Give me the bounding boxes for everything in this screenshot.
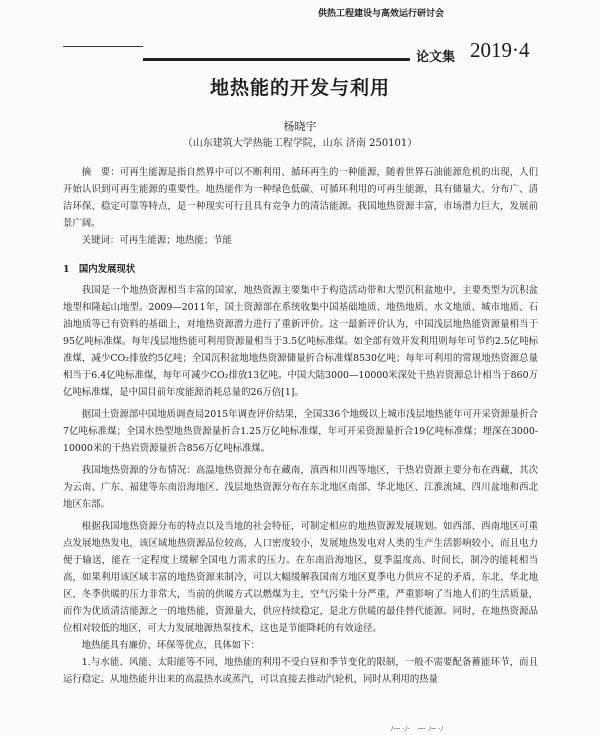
body-paragraph: 根据我国地热资源分布的特点以及当地的社会特征，可制定相应的地热资源发展规划。如西部、西南地区可重点发展地热发电，该区域地热资源品位较高，人口密度较小，发展地热发电对人类的生产生活影响较小，而且电力便于输送，能在一定程度上缓解全国电力需求的压力。在东南沿海地区，夏季温度高、时间长，制冷的能耗相当高，如果利用该区域丰富的地热资源来制冷，可以大幅缓解我国南方地区夏季电力供应不足的矛盾，东北、华北地区，冬季供暖的压力非常大，当前的供暖方式以燃煤为主，空气污染十分严重，严重影响了当地人们的生活质量，而作为优质清洁能源之一的地热能，资源量大，供应持续稳定，是北方供暖的最佳替代能源。同时，在地热资源品位相对较低的地区，可大力发展地源热泵技术，这也是节能降耗的有效途径。	[63, 521, 538, 634]
abstract-text: 可再生能源是指自然界中可以不断利用、循环再生的一种能源，随着世界石油能源危机的出现，人们开始认识到可再生能源的重要性。地热能作为一种绿色低碳、可循环利用的可再生能源，具有储量大、分布广、清洁环保、稳定可靠等特点，是一种现实可行且具有竞争力的清洁能源。我国地热资源丰富，市场潜力巨大，发展前景广阔。	[63, 167, 538, 229]
header-rule-thin	[63, 46, 143, 47]
abstract	[63, 164, 538, 232]
section-heading: 1 国内发展现状	[63, 264, 136, 275]
keywords	[63, 232, 538, 249]
body-paragraph: 地热能具有廉价、环保等优点，具体如下：	[81, 640, 260, 651]
header-rule-main	[143, 58, 410, 61]
paper-affiliation: （山东建筑大学热能工程学院，山东 济南 250101）	[182, 138, 418, 149]
paper-title: 地热能的开发与利用	[209, 77, 390, 99]
body-paragraph: 1.与水能、风能、太阳能等不同，地热能的利用不受白昼和季节变化的限制，一般不需要配备蓄能环节，而且运行稳定。从地热能井出来的高温热水或蒸汽，可以直接去推动汽轮机，同时从利用的热量	[63, 657, 538, 685]
keywords-label: 关键词：	[81, 235, 120, 246]
keywords-text: 可再生能源；地热能；节能	[119, 235, 232, 246]
body-paragraph: 我国是一个地热资源相当丰富的国家，地热资源主要集中于构造活动带和大型沉积盆地中，主要类型为沉积盆地型和隆起山地型。2009—2011年，国土资源部在系统收集中国基础地质、地热地质、水文地质、城市地质、石油地质等已有资料的基础上，对地热资源潜力进行了重新评价。这一最新评价认为，中国浅层地热能资源量相当于95亿吨标准煤。每年浅层地热能可利用资源量相当于3.5亿吨标准煤。如全部有效开发利用则每年可节约2.5亿吨标准煤，减少CO₂排放约5亿吨；全国沉积盆地地热资源储量折合标准煤8530亿吨；每年可利用的常规地热资源总量相当于6.4亿吨标准煤，每年可减少CO₂排放13亿吨。中国大陆3000—10000米深处干热岩资源总计相当于860万亿吨标准煤，是中国目前年度能源消耗总量的26万倍[1]。	[63, 285, 538, 398]
body-paragraph: 据国土资源部中国地质调查局2015年调查评价结果，全国336个地级以上城市浅层地热能年可开采资源量折合7亿吨标准煤；全国水热型地热资源量折合1.25万亿吨标准煤，年可开采资源量折合19亿吨标准煤；埋深在3000-10000米的干热岩资源量折合856万亿吨标准煤。	[63, 409, 538, 454]
footer-handwriting: ﾉ·─ ·ﾉ· ·─· ﾉ─ ·ﾉ	[390, 725, 444, 733]
body-paragraph: 我国地热资源的分布情况：高温地热资源分布在藏南，滇西和川西等地区，干热岩资源主要分布在西藏，其次为云南、广东、福建等东南沿海地区、浅层地热资源分布在东北地区南部、华北地区、江淮流域、四川盆地和西北地区东部。	[63, 465, 538, 510]
header-section: 论文集	[416, 50, 456, 65]
paper-author: 杨晓宇	[283, 120, 317, 133]
header-issue: 2019·4	[470, 38, 530, 62]
header-conference: 供热工程建设与高效运行研讨会	[317, 9, 444, 19]
paper-body	[63, 164, 538, 688]
abstract-label: 摘 要：	[81, 167, 120, 178]
